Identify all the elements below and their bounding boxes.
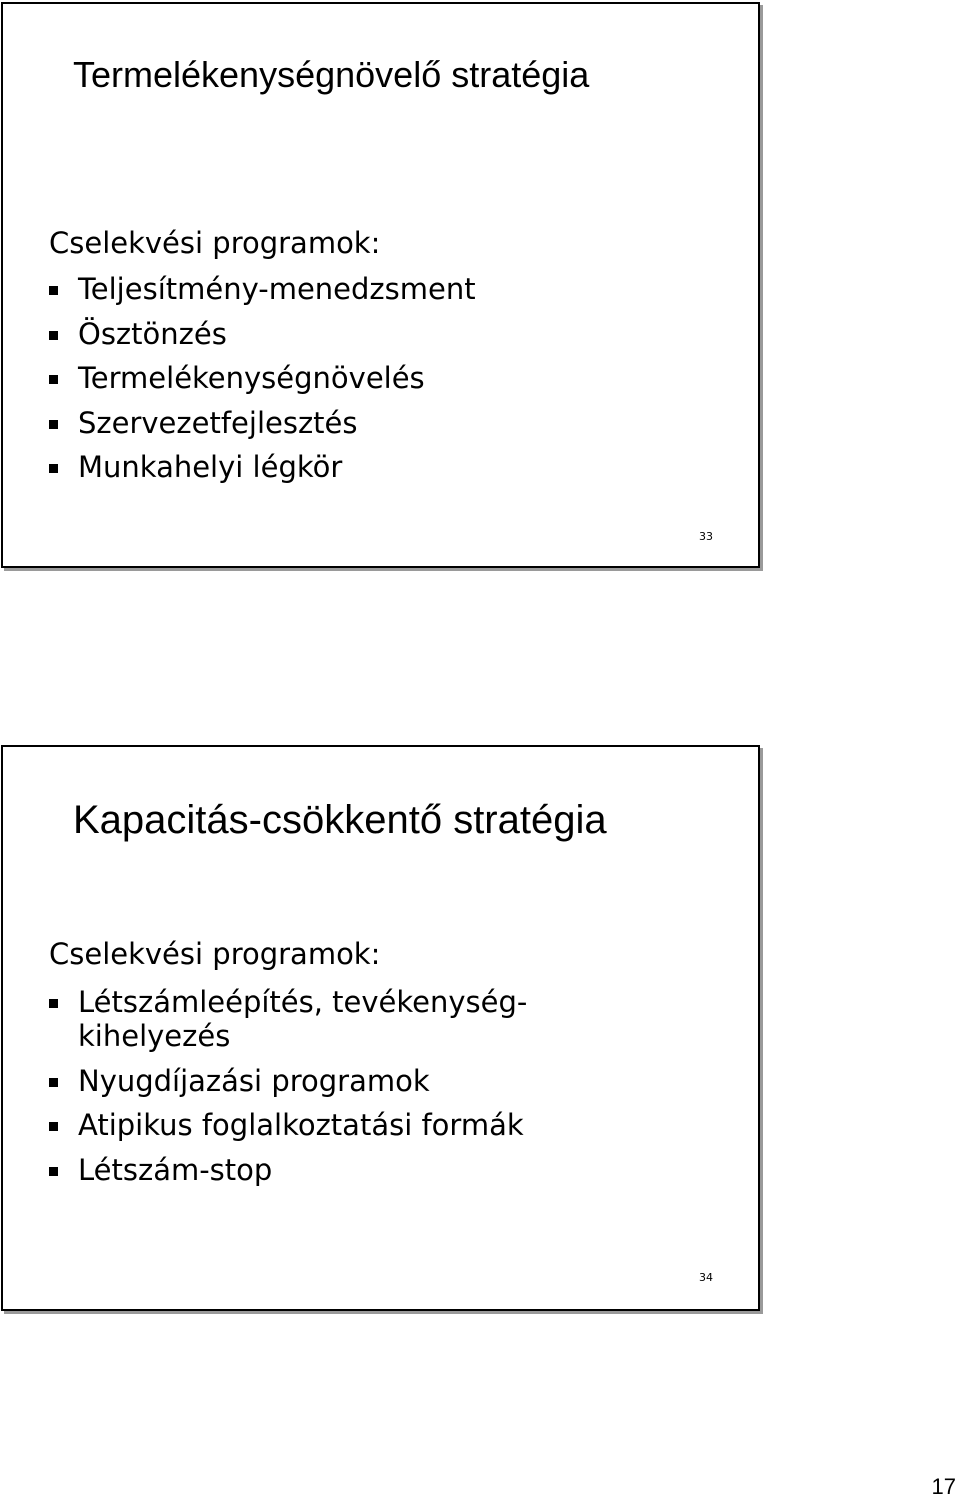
square-bullet-icon [49,1078,58,1087]
list-item [49,1108,527,1142]
list-item-text-line: kihelyezés [78,1019,231,1053]
square-bullet-icon [49,464,58,473]
section-label: Cselekvési programok: [49,226,381,260]
list-item [49,450,476,484]
slide-33 [1,2,760,568]
square-bullet-icon [49,1122,58,1131]
list-item [49,985,527,1053]
list-item [49,1153,527,1187]
list-item-text: Atipikus foglalkoztatási formák [78,1108,524,1142]
list-item [49,1064,527,1098]
list-item-text: Teljesítmény-menedzsment [78,272,476,306]
list-item-text: Munkahelyi légkör [78,450,343,484]
bullet-list [49,985,527,1197]
slide-title: Kapacitás-csökkentő stratégia [73,798,607,842]
slide-page-number: 34 [699,1271,713,1284]
list-item [49,272,476,306]
list-item-text: Termelékenységnövelés [78,361,425,395]
list-item [49,361,476,395]
section-label: Cselekvési programok: [49,937,381,971]
square-bullet-icon [49,1167,58,1176]
list-item-text: Nyugdíjazási programok [78,1063,430,1098]
square-bullet-icon [49,286,58,295]
square-bullet-icon [49,331,58,340]
square-bullet-icon [49,420,58,429]
slide-page-number: 33 [699,530,713,543]
list-item [49,406,476,440]
list-item-text: Szervezetfejlesztés [78,405,358,440]
list-item-text: Ösztönzés [78,316,227,351]
sheet-page-number: 17 [931,1474,956,1499]
slide-title: Termelékenységnövelő stratégia [73,54,590,95]
list-item-text-line: Létszámleépítés, tevékenység- [78,985,528,1019]
list-item [49,317,476,351]
list-item-text: Létszám-stop [78,1152,273,1187]
square-bullet-icon [49,999,58,1008]
slide-34 [1,745,760,1311]
square-bullet-icon [49,375,58,384]
bullet-list [49,272,476,495]
